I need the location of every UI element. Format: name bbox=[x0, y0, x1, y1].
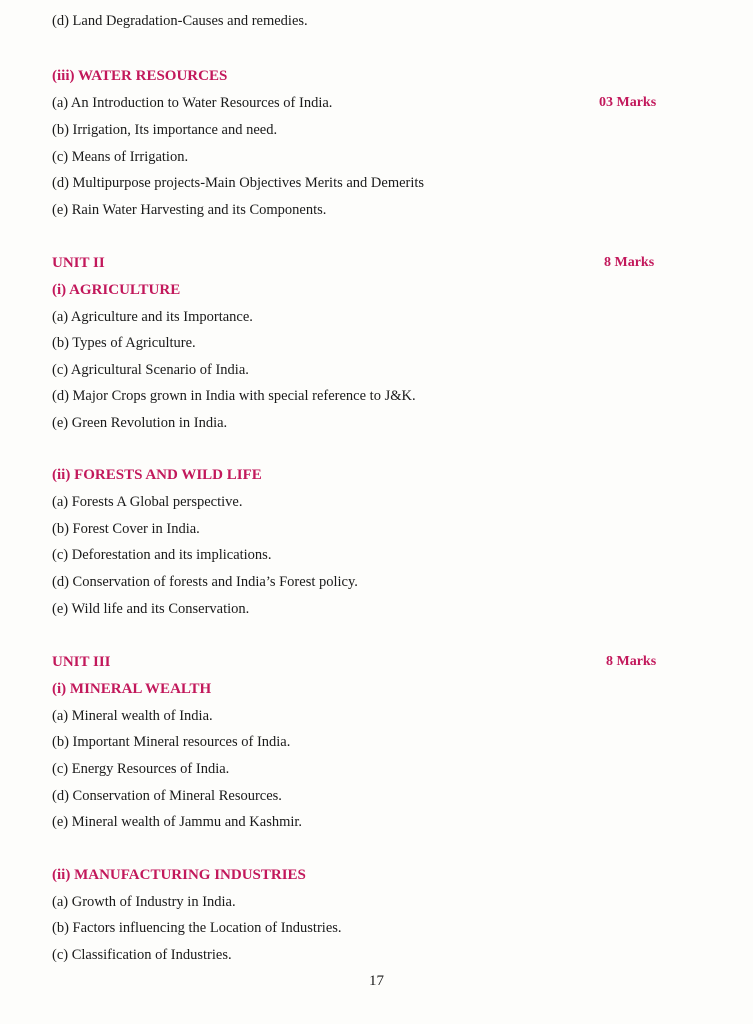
list-item: (d) Conservation of Mineral Resources. bbox=[52, 788, 282, 804]
list-item: (c) Deforestation and its implications. bbox=[52, 547, 272, 563]
list-item: (c) Means of Irrigation. bbox=[52, 149, 189, 165]
list-item: (b) Important Mineral resources of India. bbox=[52, 734, 291, 750]
marks-label: 8 Marks bbox=[604, 255, 655, 270]
section-heading-forests: (ii) FORESTS AND WILD LIFE bbox=[52, 467, 262, 483]
list-item: (a) Growth of Industry in India. bbox=[52, 894, 236, 910]
unit-heading-3: UNIT III bbox=[52, 654, 111, 670]
list-item: (a) Forests A Global perspective. bbox=[52, 494, 243, 510]
unit-heading-2: UNIT II bbox=[52, 255, 105, 271]
list-item: (a) Mineral wealth of India. bbox=[52, 708, 213, 724]
list-item: (e) Green Revolution in India. bbox=[52, 415, 228, 431]
marks-label: 03 Marks bbox=[599, 95, 657, 110]
list-item: (d) Conservation of forests and India’s Forest policy. bbox=[52, 574, 358, 590]
list-item: (b) Factors influencing the Location of Industries. bbox=[52, 920, 342, 936]
list-item: (b) Forest Cover in India. bbox=[52, 521, 200, 537]
marks-label: 8 Marks bbox=[606, 654, 657, 669]
section-heading-mineral-wealth: (i) MINERAL WEALTH bbox=[52, 681, 212, 697]
section-heading-manufacturing: (ii) MANUFACTURING INDUSTRIES bbox=[52, 867, 306, 883]
list-item: (a) Agriculture and its Importance. bbox=[52, 309, 253, 325]
section-heading-water-resources: (iii) WATER RESOURCES bbox=[52, 68, 228, 84]
list-item: (a) An Introduction to Water Resources of India. bbox=[52, 95, 333, 111]
list-item: (e) Mineral wealth of Jammu and Kashmir. bbox=[52, 814, 303, 830]
list-item: (d) Land Degradation-Causes and remedies. bbox=[52, 13, 308, 29]
list-item: (c) Energy Resources of India. bbox=[52, 761, 230, 777]
list-item: (b) Irrigation, Its importance and need. bbox=[52, 122, 278, 138]
list-item: (c) Classification of Industries. bbox=[52, 947, 232, 963]
list-item: (c) Agricultural Scenario of India. bbox=[52, 362, 249, 378]
page-number: 17 bbox=[369, 973, 384, 989]
list-item: (b) Types of Agriculture. bbox=[52, 335, 196, 351]
list-item: (e) Rain Water Harvesting and its Components. bbox=[52, 202, 327, 218]
list-item: (e) Wild life and its Conservation. bbox=[52, 601, 250, 617]
list-item: (d) Major Crops grown in India with special reference to J&K. bbox=[52, 388, 416, 404]
list-item: (d) Multipurpose projects-Main Objectives Merits and Demerits bbox=[52, 175, 425, 191]
section-heading-agriculture: (i) AGRICULTURE bbox=[52, 282, 181, 298]
